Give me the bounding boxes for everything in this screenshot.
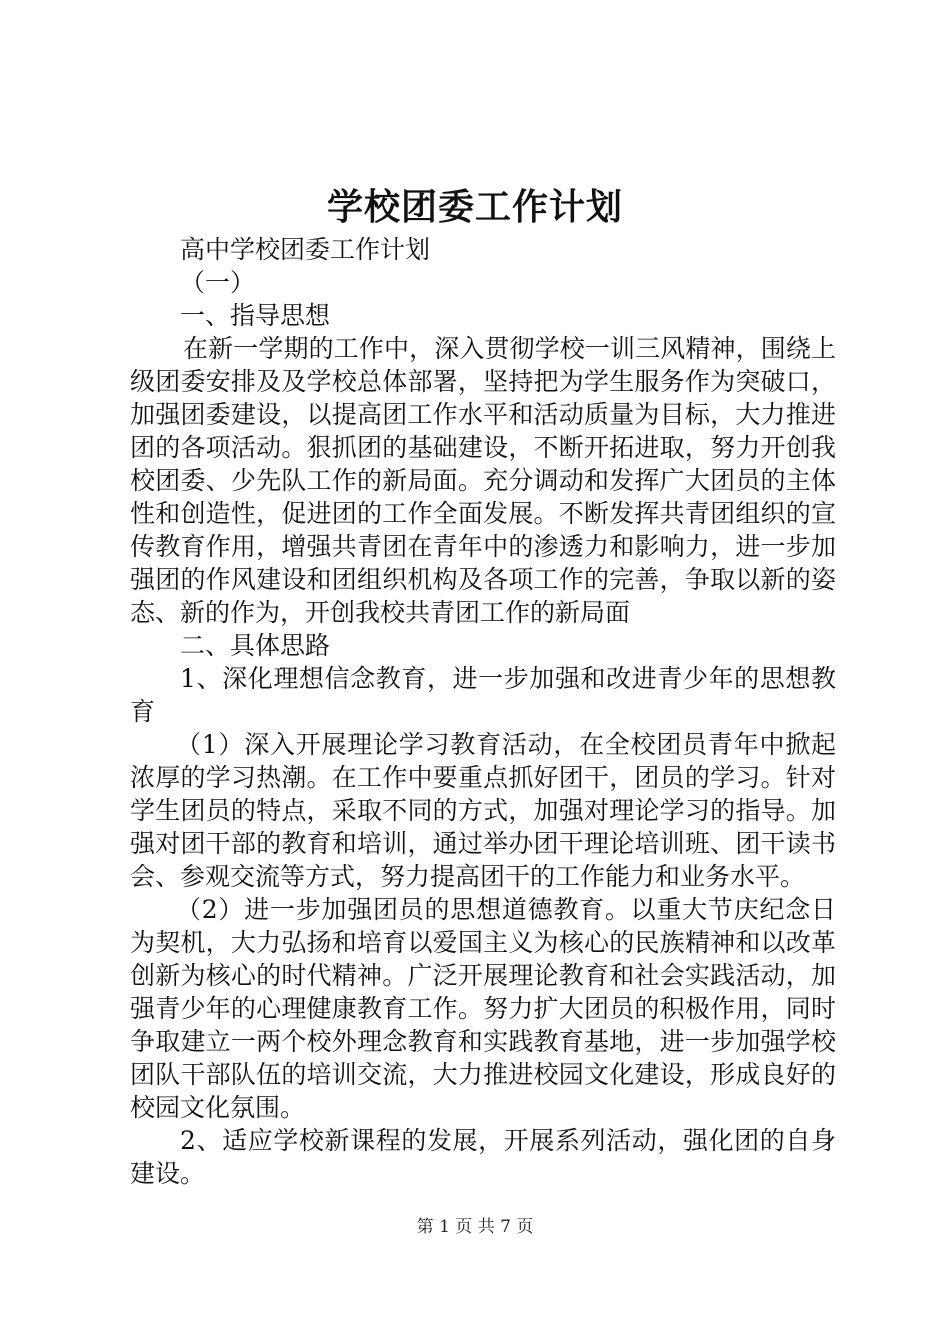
document-title: 学校团委工作计划 [326, 186, 623, 228]
sub-item-1-paragraph: （1）深入开展理论学习教育活动，在全校团员青年中掀起浓厚的学习热潮。在工作中要重点抓好团干，团员的学习。针对学生团员的特点，采取不同的方式，加强对理论学习的指导。加强对团干部的教育和培训，通过举办团干理论培训班、团干读书会、参观交流等方式，努力提高团干的工作能力和业务水平。 [130, 730, 836, 891]
sub-item-2-paragraph: （2）进一步加强团员的思想道德教育。以重大节庆纪念日为契机，大力弘扬和培育以爱国主义为核心的民族精神和以改革创新为核心的时代精神。广泛开展理论教育和社会实践活动，加强青少年的心理健康教育工作。努力扩大团员的积极作用，同时争取建立一两个校外理念教育和实践教育基地，进一步加强学校团队干部队伍的培训交流，大力推进校园文化建设，形成良好的校园文化氛围。 [130, 895, 836, 1122]
body-paragraph-guiding-thought: 在新一学期的工作中，深入贯彻学校一训三风精神，围绕上级团委安排及及学校总体部署，坚持把为学生服务作为突破口，加强团委建设，以提高团工作水平和活动质量为目标，大力推进团的各项活动。狠抓团的基础建设，不断开拓进取，努力开创我校团委、少先队工作的新局面。充分调动和发挥广大团员的主体性和创造性，促进团的工作全面发展。不断发挥共青团组织的宣传教育作用，增强共青团在青年中的渗透力和影响力，进一步加强团的作风建设和团组织机构及各项工作的完善，争取以新的姿态、新的作为，开创我校共青团工作的新局面 [130, 334, 836, 627]
page-footer: 第 1 页 共 7 页 [416, 1217, 534, 1237]
subtitle-paragraph: 高中学校团委工作计划 [180, 235, 431, 264]
item-1-heading: 1、深化理想信念教育，进一步加强和改进青少年的思想教育 [130, 664, 836, 726]
heading-specific-ideas: 二、具体思路 [180, 631, 331, 660]
document-body [130, 233, 836, 1190]
section-number-paragraph: （一） [180, 268, 256, 297]
heading-guiding-thought: 一、指导思想 [180, 301, 331, 330]
item-2-heading: 2、适应学校新课程的发展，开展系列活动，强化团的自身建设。 [130, 1126, 836, 1188]
